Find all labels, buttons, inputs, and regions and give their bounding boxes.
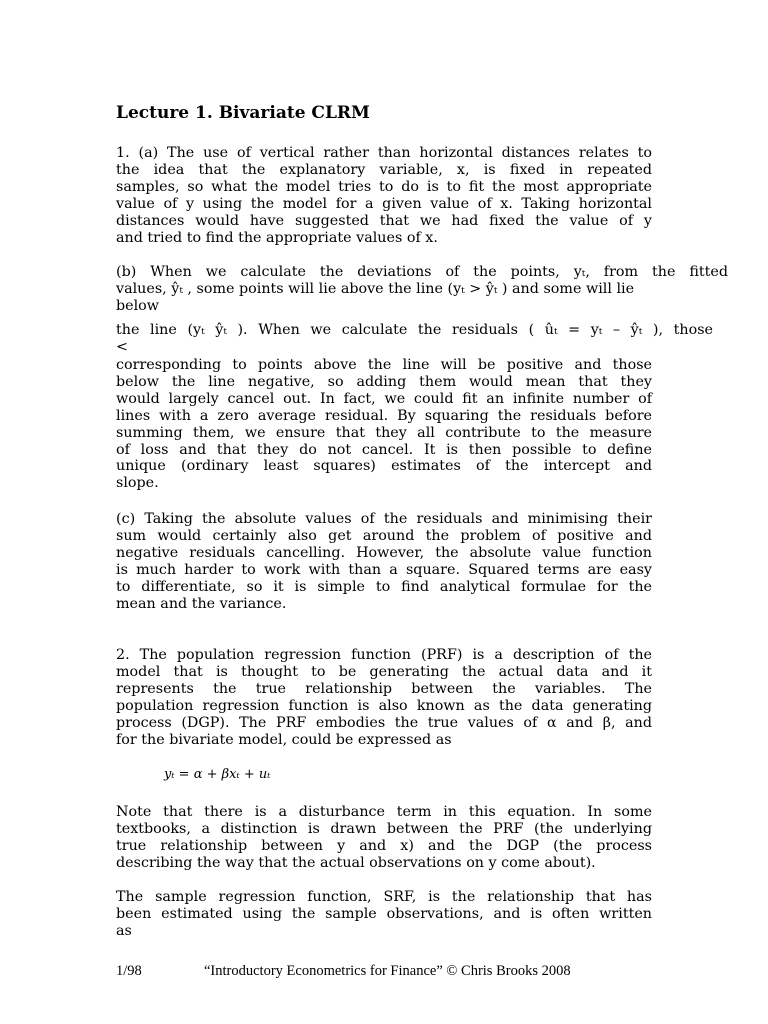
text-line: below — [116, 297, 160, 314]
text-line: distances would have suggested that we had fixed the value of y — [116, 212, 652, 229]
text-line: for the bivariate model, could be expressed as — [116, 731, 452, 748]
answer-1a-paragraph — [116, 145, 652, 246]
text-line: negative residuals cancelling. However, the absolute value function — [116, 544, 652, 561]
text-line: Note that there is a disturbance term in this equation. In some — [116, 804, 652, 820]
text-line: summing them, we ensure that they all contribute to the measure — [116, 424, 652, 441]
text-line: describing the way that the actual observations on y come about). — [116, 854, 596, 871]
text-line: The sample regression function, SRF, is the relationship that has — [116, 889, 652, 905]
text-line: of loss and that they do not cancel. It is then possible to define — [116, 441, 652, 458]
answer-1b-paragraph — [116, 357, 652, 492]
text-line: value of y using the model for a given value of x. Taking horizontal — [116, 195, 652, 212]
text-line: the line (yₜ ŷₜ ). When we calculate the residuals ( ûₜ = yₜ – ŷₜ ), those — [116, 322, 713, 338]
footer-credit: “Introductory Econometrics for Finance” © Chris Brooks 2008 — [204, 963, 571, 979]
text-line: mean and the variance. — [116, 595, 287, 612]
page-title: Lecture 1. Bivariate CLRM — [116, 103, 370, 123]
answer-1b-residual-line — [116, 322, 713, 356]
text-line: true relationship between y and x) and the DGP (the process — [116, 837, 652, 854]
text-line: the idea that the explanatory variable, x, is fixed in repeated — [116, 161, 652, 178]
answer-2-paragraph — [116, 647, 652, 748]
text-line: represents the true relationship between the variables. The — [116, 680, 652, 697]
text-line: been estimated using the sample observations, and is often written — [116, 905, 652, 922]
text-line: unique (ordinary least squares) estimates of the intercept and — [116, 458, 652, 475]
answer-1b-intro — [116, 264, 728, 315]
text-line: 1. (a) The use of vertical rather than horizontal distances relates to — [116, 145, 652, 161]
text-line: sum would certainly also get around the problem of positive and — [116, 527, 652, 544]
answer-1c-paragraph — [116, 511, 652, 612]
text-line: would largely cancel out. In fact, we could fit an infinite number of — [116, 390, 652, 407]
text-line: corresponding to points above the line will be positive and those — [116, 357, 652, 373]
text-line: samples, so what the model tries to do is to fit the most appropriate — [116, 178, 652, 195]
text-line: as — [116, 922, 132, 939]
text-line: textbooks, a distinction is drawn between the PRF (the underlying — [116, 820, 652, 837]
text-line: to differentiate, so it is simple to find analytical formulae for the — [116, 578, 652, 595]
text-line: process (DGP). The PRF embodies the true values of α and β, and — [116, 714, 652, 731]
text-line: is much harder to work with than a square. Squared terms are easy — [116, 561, 652, 578]
srf-paragraph — [116, 889, 652, 940]
text-line: (b) When we calculate the deviations of the points, yₜ, from the fitted — [116, 264, 728, 280]
text-line: lines with a zero average residual. By squaring the residuals before — [116, 407, 652, 424]
text-line: 2. The population regression function (PRF) is a description of the — [116, 647, 652, 663]
note-paragraph — [116, 804, 652, 872]
text-line: and tried to find the appropriate values of x. — [116, 229, 438, 246]
page-number: 1/98 — [116, 963, 142, 979]
text-line: values, ŷₜ , some points will lie above the line (yₜ > ŷₜ ) and some will lie — [116, 280, 635, 297]
text-line: < — [116, 338, 128, 355]
text-line: model that is thought to be generating the actual data and it — [116, 663, 652, 680]
text-line: (c) Taking the absolute values of the residuals and minimising their — [116, 511, 652, 527]
text-line: below the line negative, so adding them would mean that they — [116, 373, 652, 390]
text-line: slope. — [116, 475, 159, 492]
text-line: population regression function is also known as the data generating — [116, 697, 652, 714]
prf-equation: yₜ = α + βxₜ + uₜ — [164, 767, 271, 782]
